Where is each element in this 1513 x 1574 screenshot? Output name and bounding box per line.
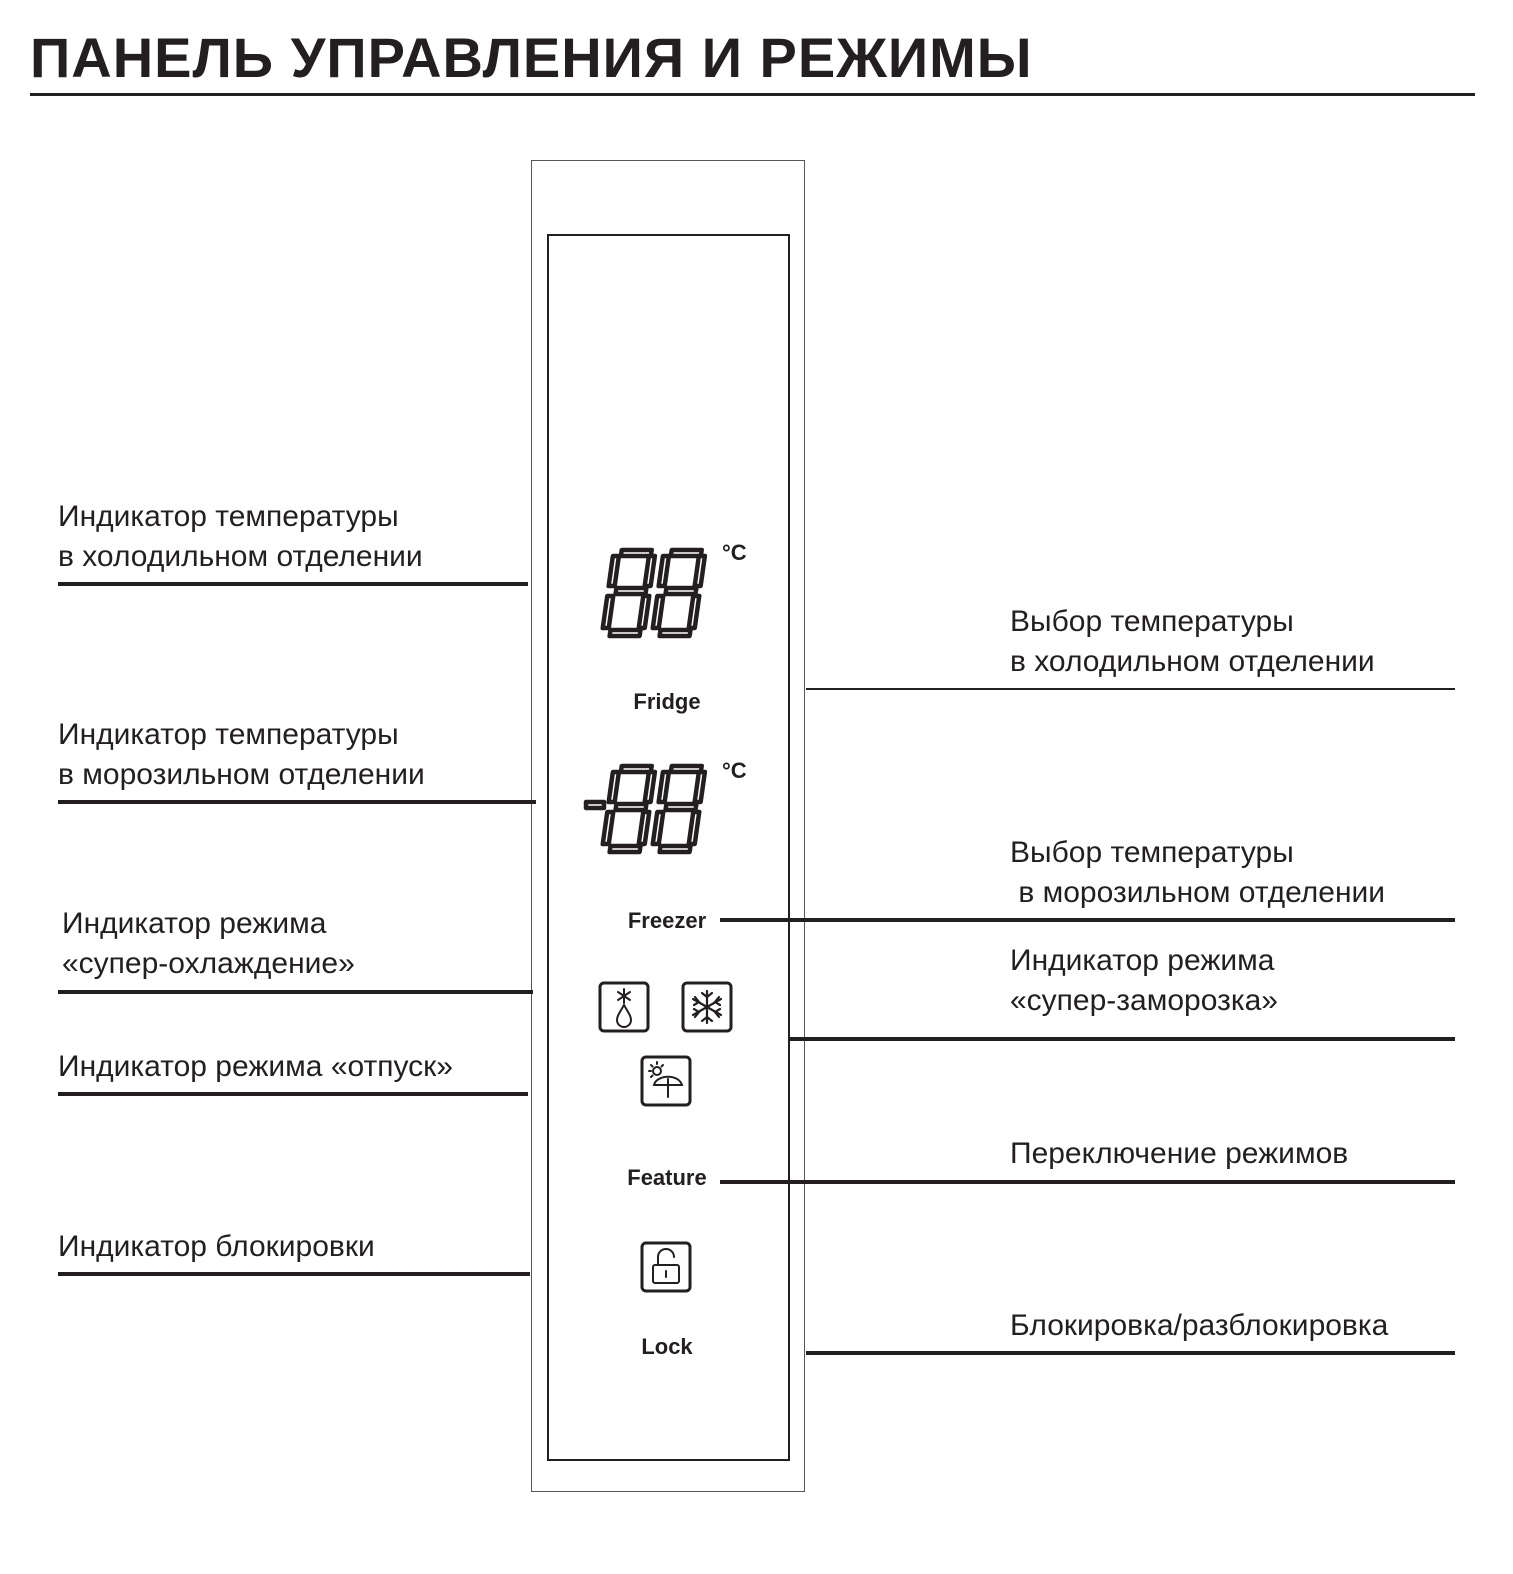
freezer-button[interactable]: Freezer bbox=[627, 908, 707, 933]
callout-freezer-temp-indicator: Индикатор температуры в морозильном отделении bbox=[58, 718, 425, 791]
vacation-icon bbox=[640, 1055, 692, 1107]
fridge-unit-label: °C bbox=[722, 540, 747, 565]
leader-lock-indicator bbox=[58, 1272, 530, 1276]
leader-lock-unlock bbox=[806, 1351, 1455, 1355]
page-title: ПАНЕЛЬ УПРАВЛЕНИЯ И РЕЖИМЫ bbox=[30, 26, 1033, 89]
leader-freezer-temp-select bbox=[720, 918, 1455, 922]
lock-button[interactable]: Lock bbox=[641, 1334, 693, 1359]
fridge-button[interactable]: Fridge bbox=[633, 689, 701, 714]
callout-freezer-temp-select: Выбор температуры в морозильном отделении bbox=[1010, 836, 1386, 909]
leader-fridge-temp-indicator bbox=[58, 582, 528, 586]
callout-mode-switch: Переключение режимов bbox=[1010, 1137, 1349, 1170]
super-cool-icon bbox=[598, 981, 650, 1033]
lock-icon bbox=[640, 1241, 692, 1293]
callout-lock-indicator: Индикатор блокировки bbox=[58, 1230, 375, 1263]
callout-super-cool-indicator: Индикатор режима «супер-охлаждение» bbox=[62, 907, 355, 980]
leader-freezer-temp-indicator bbox=[58, 800, 536, 804]
leader-vacation-indicator bbox=[58, 1092, 528, 1096]
leader-super-cool-indicator bbox=[58, 990, 533, 994]
leader-mode-switch bbox=[720, 1180, 1455, 1184]
callout-lock-unlock: Блокировка/разблокировка bbox=[1010, 1309, 1389, 1342]
leader-fridge-temp-select bbox=[806, 688, 1455, 690]
feature-button[interactable]: Feature bbox=[627, 1165, 707, 1190]
super-freeze-icon bbox=[681, 981, 733, 1033]
leader-super-freeze-indicator bbox=[790, 1037, 1455, 1041]
callout-fridge-temp-indicator: Индикатор температуры в холодильном отделении bbox=[58, 500, 423, 573]
title-divider bbox=[30, 93, 1475, 96]
callout-vacation-indicator: Индикатор режима «отпуск» bbox=[58, 1050, 453, 1083]
callout-fridge-temp-select: Выбор температуры в холодильном отделении bbox=[1010, 605, 1375, 678]
callout-super-freeze-indicator: Индикатор режима «супер-заморозка» bbox=[1010, 944, 1278, 1017]
freezer-unit-label: °C bbox=[722, 758, 747, 783]
